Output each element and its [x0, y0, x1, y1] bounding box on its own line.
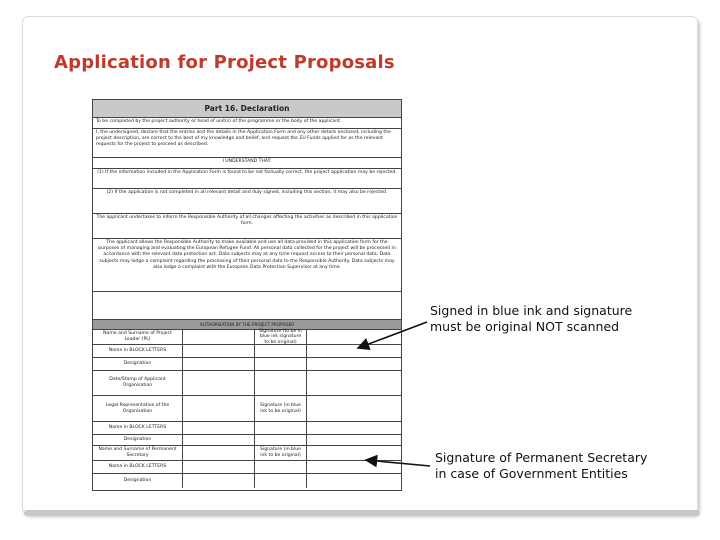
form-row [93, 345, 401, 358]
signature-box [307, 474, 401, 488]
permanent-note-line-1: Signature of Permanent Secretary [435, 450, 648, 465]
form-row [93, 435, 401, 446]
form-label: Name in BLOCK LETTERS [93, 461, 183, 473]
form-sign-label [255, 461, 307, 473]
form-value [183, 435, 255, 445]
section-bar: AUTHORISATION BY THE PROJECT PROPOSER [93, 320, 401, 330]
form-value [183, 358, 255, 370]
form-row [93, 422, 401, 435]
doc-blank-area [93, 292, 401, 320]
declaration-document [92, 99, 402, 491]
signature-note-line-1: Signed in blue ink and signature [430, 303, 633, 318]
form-sign-label [255, 358, 307, 370]
form-value [183, 422, 255, 434]
signature-note-line-2: must be original NOT scanned [430, 319, 620, 334]
form-row [93, 474, 401, 488]
form-sign-label [255, 345, 307, 357]
signature-box [307, 330, 401, 344]
form-row [93, 446, 401, 461]
form-label: Name and Surname of Project Leader (PL) [93, 330, 183, 344]
form-sign-label: Signature (to be in blue ink signature to be original) [255, 330, 307, 344]
form-sign-label [255, 435, 307, 445]
form-label: Name and Surname of Permanent Secretary [93, 446, 183, 460]
document-header: Part 16. Declaration [93, 100, 401, 118]
form-value [183, 446, 255, 460]
signature-box [307, 435, 401, 445]
form-sign-label [255, 371, 307, 395]
form-label: Designation [93, 358, 183, 370]
form-value [183, 396, 255, 421]
form-label: Name in BLOCK LETTERS [93, 422, 183, 434]
permanent-note-line-2: in case of Government Entities [435, 466, 628, 481]
form-row [93, 461, 401, 474]
form-row [93, 358, 401, 371]
signature-box [307, 345, 401, 357]
signature-box [307, 446, 401, 460]
form-value [183, 345, 255, 357]
signature-form [93, 330, 401, 488]
doc-line-understand: I UNDERSTAND THAT: [93, 158, 401, 169]
doc-line-undertake: The applicant undertakes to inform the Responsible Authority of all changes affecting the activities as described in this application form. [93, 214, 401, 239]
form-sign-label [255, 422, 307, 434]
doc-line-intro: To be completed by the project authority or head of unit(s) of the programme or the body of the applicant. [93, 118, 401, 129]
form-value [183, 474, 255, 488]
slide-bottom-bar [24, 510, 700, 516]
form-sign-label: Signature (in blue ink to be original) [255, 446, 307, 460]
doc-line-declaration: I, the undersigned, declare that the entries and the details in the Application Form and any other details enclosed, including the project description, are correct to the best of my knowledge and belief, and request the EU Funds applied for as the relevant requests for the project to proceed as described. [93, 129, 401, 158]
form-row [93, 396, 401, 422]
doc-line-rule-2: (2) If the application is not completed in all relevant detail and duly signed, including this section, it may also be rejected. [93, 189, 401, 214]
form-value [183, 371, 255, 395]
slide-title: Application for Project Proposals [54, 52, 395, 73]
signature-note [430, 303, 632, 335]
form-sign-label [255, 474, 307, 488]
signature-box [307, 396, 401, 421]
form-label: Name in BLOCK LETTERS [93, 345, 183, 357]
signature-box [307, 422, 401, 434]
form-value [183, 330, 255, 344]
form-label: Legal Representative of the Organisation [93, 396, 183, 421]
permanent-secretary-note [435, 450, 647, 482]
form-sign-label: Signature (in blue ink to be original) [255, 396, 307, 421]
signature-box [307, 461, 401, 473]
doc-line-rule-1: (1) If the information included in the Application Form is found to be not factually correct, the project application may be rejected. [93, 169, 401, 189]
doc-line-data: The applicant allows the Responsible Authority to make available and use all data provided in this application form for the purposes of managing and evaluating the European Refugee Fund. All personal data collected for the project will be processed in accordance with the relevant data protection act. Data subjects may at any time request access to their personal data. Data subjects may lodge a complaint regarding the processing of their personal data to the Responsible Authority. Data subjects may also lodge a complaint with the European Data Protection Supervisor at any time. [93, 239, 401, 292]
form-row [93, 371, 401, 396]
form-label: Designation [93, 474, 183, 488]
form-label: Date/Stamp of Applicant Organisation [93, 371, 183, 395]
signature-box [307, 371, 401, 395]
form-row [93, 330, 401, 345]
form-value [183, 461, 255, 473]
form-label: Designation [93, 435, 183, 445]
signature-box [307, 358, 401, 370]
